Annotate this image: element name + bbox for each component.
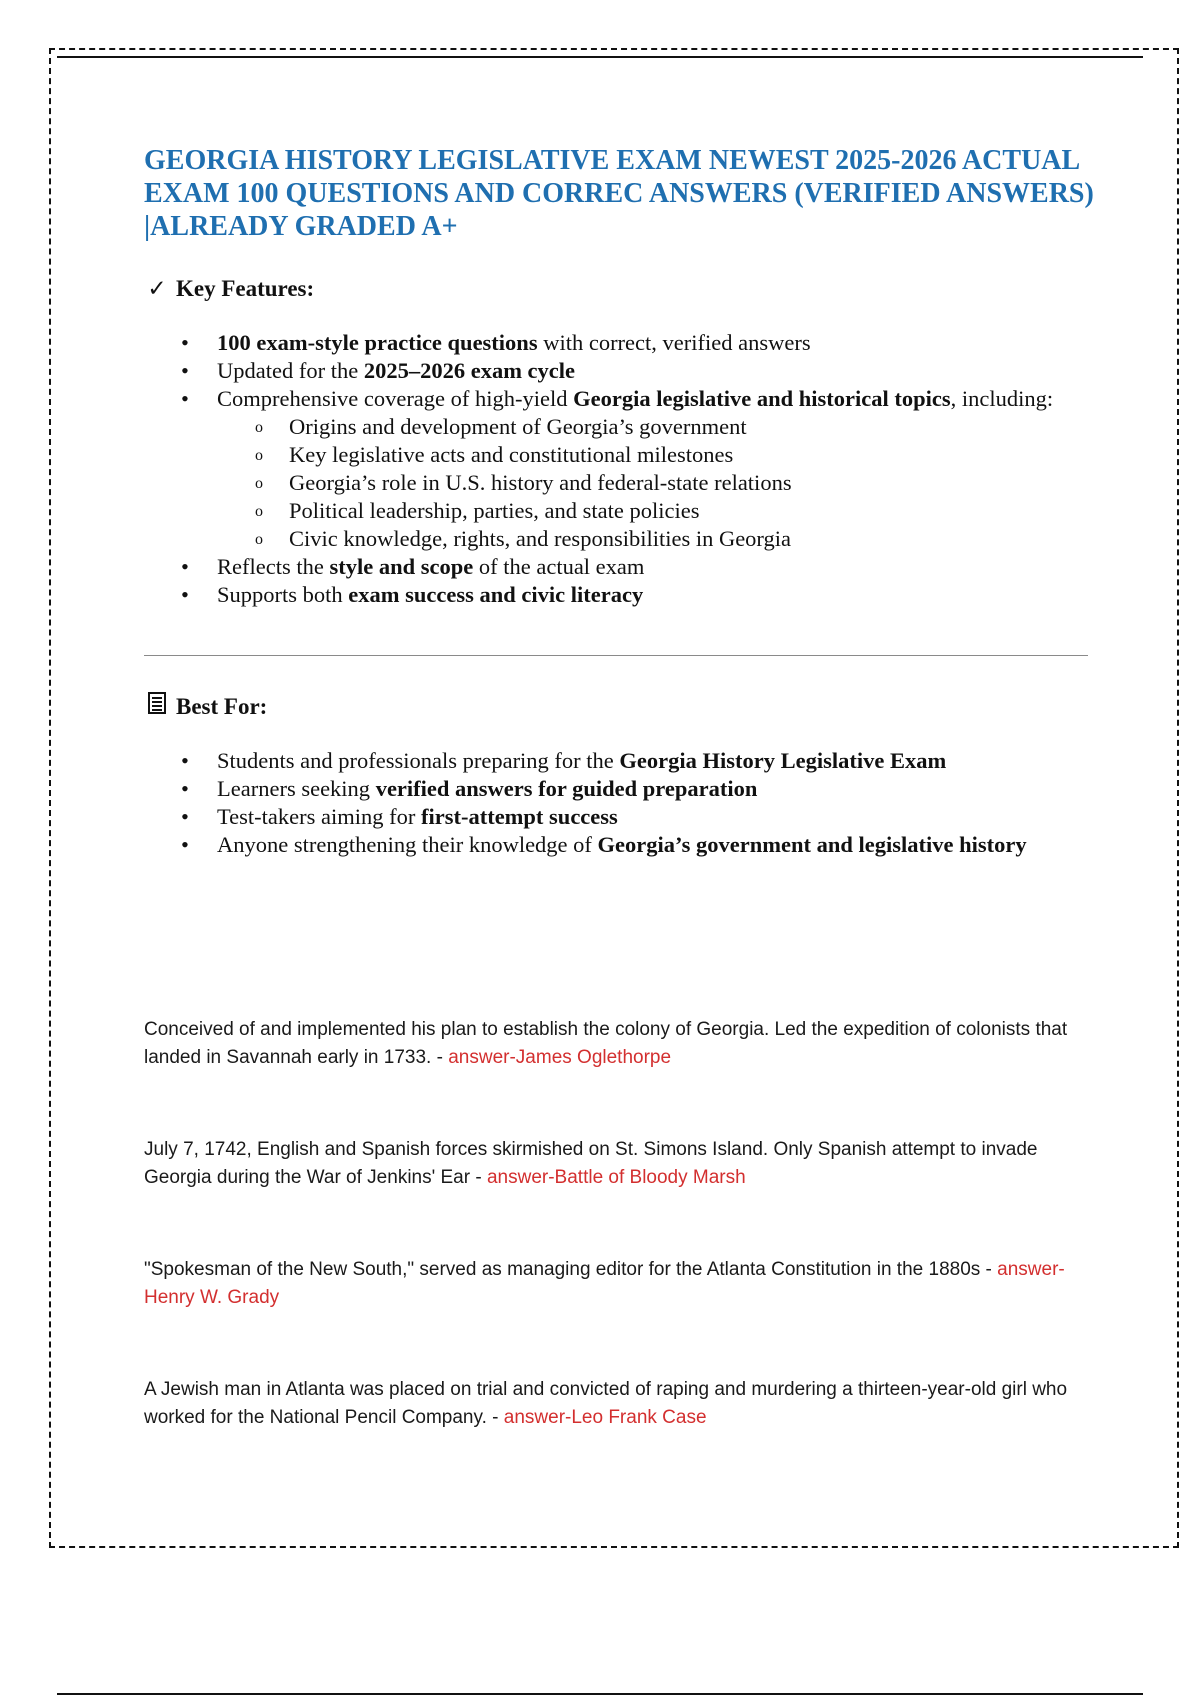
document-body	[144, 144, 1104, 859]
sub-list-item: o Civic knowledge, rights, and responsibilities in Georgia	[289, 525, 1104, 553]
list-item: • Reflects the style and scope of the actual exam	[217, 553, 1104, 581]
answer-text: answer-Henry W. Grady	[144, 1259, 1065, 1308]
bottom-rule	[57, 1693, 1143, 1695]
question-item	[144, 1016, 1104, 1072]
topics-sublist	[217, 413, 1104, 553]
answer-text: answer-Battle of Bloody Marsh	[486, 1167, 746, 1188]
sub-list-item: o Origins and development of Georgia’s government	[289, 413, 1104, 441]
question-text: A Jewish man in Atlanta was placed on trial and convicted of raping and murdering a thirteen-year-old girl who worked for the National Pencil Company. -	[144, 1379, 1068, 1428]
sub-list-item: o Georgia’s role in U.S. history and federal-state relations	[289, 469, 1104, 497]
sub-list-item: o Political leadership, parties, and state policies	[289, 497, 1104, 525]
question-answer-list	[144, 1016, 1104, 1432]
list-item: • Updated for the 2025–2026 exam cycle	[217, 357, 1104, 385]
best-for-label: Best For:	[176, 693, 268, 719]
list-item: • Learners seeking verified answers for guided preparation	[217, 775, 1104, 803]
key-features-label: Key Features:	[176, 276, 315, 301]
question-text: July 7, 1742, English and Spanish forces skirmished on St. Simons Island. Only Spanish attempt to invade Georgia during the War of Jenkins' Ear -	[144, 1139, 1038, 1188]
answer-text: answer-Leo Frank Case	[503, 1407, 707, 1428]
section-divider	[144, 655, 1088, 656]
question-item	[144, 1376, 1104, 1432]
list-item: • Students and professionals preparing for the Georgia History Legislative Exam	[217, 747, 1104, 775]
question-item	[144, 1136, 1104, 1192]
key-features-heading	[144, 275, 1104, 303]
list-item: • 100 exam-style practice questions with correct, verified answers	[217, 329, 1104, 357]
question-item	[144, 1256, 1104, 1312]
list-item: • Supports both exam success and civic literacy	[217, 581, 1104, 609]
book-icon	[144, 692, 170, 721]
question-text: "Spokesman of the New South," served as managing editor for the Atlanta Constitution in the 1880s -	[144, 1259, 998, 1280]
checkmark-icon: ✓	[147, 276, 167, 301]
list-item: • Anyone strengthening their knowledge of Georgia’s government and legislative history	[217, 831, 1104, 859]
best-for-list	[144, 747, 1104, 859]
list-item: • Comprehensive coverage of high-yield Georgia legislative and historical topics, including: o Origins and development of Georgia’s government o Key legislative acts and constitutional milestones o Georgia’s role in U.S. history and federal-state relations o Political leadership, parties, and state policies o Civic knowledge, rights, and responsibilities in Georgia	[217, 385, 1104, 553]
document-title: GEORGIA HISTORY LEGISLATIVE EXAM NEWEST 2025-2026 ACTUAL EXAM 100 QUESTIONS AND CORREC ANSWERS (VERIFIED ANSWERS) |ALREADY GRADED A+	[144, 145, 1094, 242]
question-text: Conceived of and implemented his plan to establish the colony of Georgia. Led the expedition of colonists that landed in Savannah early in 1733. -	[144, 1019, 1068, 1068]
answer-text: answer-James Oglethorpe	[448, 1047, 672, 1068]
best-for-heading	[144, 692, 1104, 721]
sub-list-item: o Key legislative acts and constitutional milestones	[289, 441, 1104, 469]
key-features-list	[144, 329, 1104, 609]
list-item: • Test-takers aiming for first-attempt success	[217, 803, 1104, 831]
top-rule	[57, 56, 1143, 58]
